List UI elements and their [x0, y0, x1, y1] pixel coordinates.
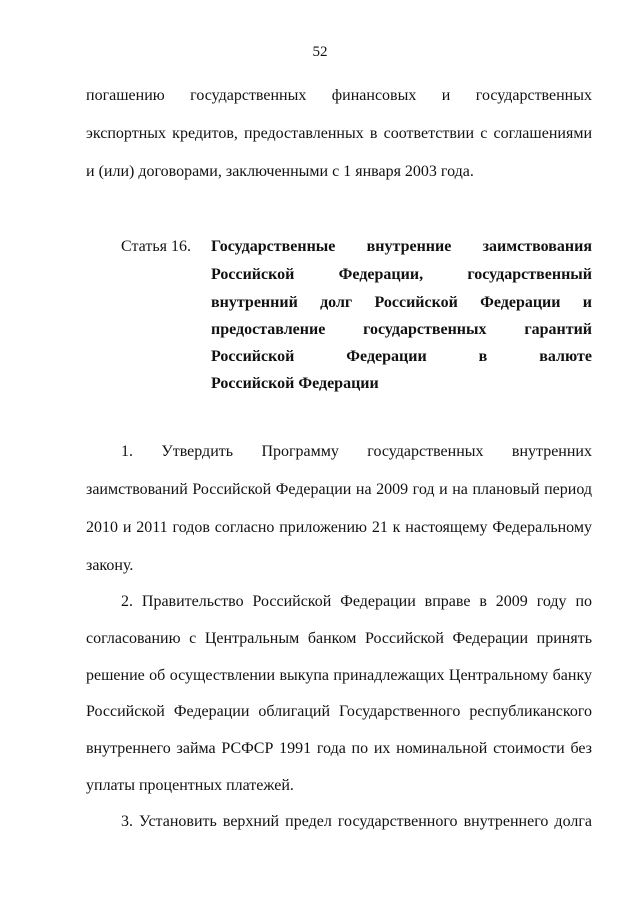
article-title-line: Российской Федерации [211, 375, 379, 392]
article-title-line: внутренний долг Российской Федерации и [211, 294, 592, 311]
body-line: 3. Установить верхний предел государственного внутреннего долга [121, 813, 592, 830]
article-title-line: Российской Федерации в валюте [211, 348, 592, 365]
body-line: уплаты процентных платежей. [86, 777, 294, 794]
body-line: заимствований Российской Федерации на 2009 год и на плановый период [86, 481, 592, 498]
intro-line: экспортных кредитов, предоставленных в соответствии с соглашениями [86, 125, 592, 142]
body-line: решение об осуществлении выкупа принадлежащих Центральному банку [86, 667, 592, 684]
body-line: внутреннего займа РСФСР 1991 года по их номинальной стоимости без [86, 740, 592, 757]
body-line: согласованию с Центральным банком Российской Федерации принять [86, 630, 592, 647]
article-label: Статья 16. [121, 238, 191, 255]
page-number: 52 [312, 44, 328, 60]
body-line: закону. [86, 557, 134, 574]
intro-line: и (или) договорами, заключенными с 1 января 2003 года. [86, 163, 474, 180]
body-line: 2010 и 2011 годов согласно приложению 21 к настоящему Федеральному [86, 519, 592, 536]
body-line: 2. Правительство Российской Федерации вправе в 2009 году по [121, 593, 592, 610]
body-line: 1. Утвердить Программу государственных внутренних [121, 443, 592, 460]
article-title-line: предоставление государственных гарантий [211, 321, 592, 338]
article-title-line: Государственные внутренние заимствования [211, 238, 592, 255]
body-line: Российской Федерации облигаций Государственного республиканского [86, 703, 592, 720]
article-title-line: Российской Федерации, государственный [211, 266, 592, 283]
intro-line: погашению государственных финансовых и государственных [86, 87, 592, 104]
